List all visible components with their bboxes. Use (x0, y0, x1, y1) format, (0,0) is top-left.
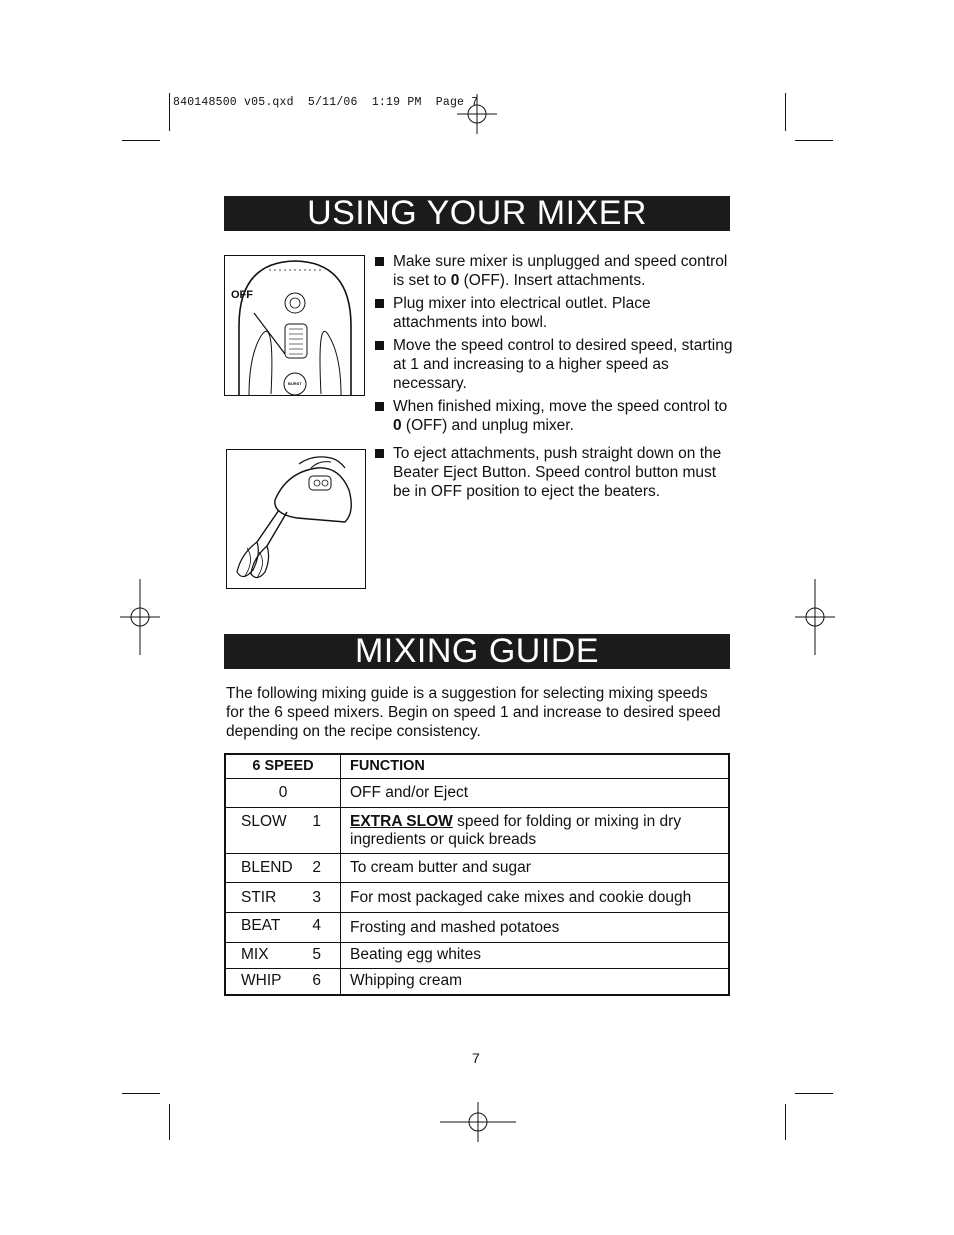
table-row (225, 808, 729, 854)
speed-name: BEAT (241, 917, 281, 934)
speed-number: 4 (312, 917, 321, 934)
mixer-eject-illustration-icon (227, 450, 365, 588)
speed-name: STIR (241, 889, 277, 906)
function-cell: Frosting and mashed potatoes (341, 913, 730, 943)
function-cell: To cream butter and sugar (341, 854, 730, 883)
table-row (225, 943, 729, 969)
speed-number: 3 (312, 889, 321, 906)
speed-number: 5 (312, 946, 321, 963)
list-item: Move the speed control to desired speed, starting at 1 and increasing to a higher speed as necessary. (374, 336, 734, 393)
list-item: Plug mixer into electrical outlet. Place attachments into bowl. (374, 294, 734, 332)
registration-mark-icon (120, 579, 160, 655)
list-item: To eject attachments, push straight down on the Beater Eject Button. Speed control button must be in OFF position to eject the beaters. (374, 444, 734, 501)
list-item: When finished mixing, move the speed control to 0 (OFF) and unplug mixer. (374, 397, 734, 435)
section-title-using-your-mixer: USING YOUR MIXER (224, 196, 730, 231)
print-slug: 840148500 v05.qxd 5/11/06 1:19 PM Page 7 (173, 96, 479, 109)
bullet-square-icon (375, 299, 384, 308)
bullet-square-icon (375, 341, 384, 350)
bullet-square-icon (375, 449, 384, 458)
function-cell: Whipping cream (341, 969, 730, 995)
off-label: OFF (231, 289, 253, 301)
function-cell: EXTRA SLOW speed for folding or mixing in dry ingredients or quick breads (341, 808, 730, 854)
table-row (225, 883, 729, 913)
table-row (225, 779, 729, 808)
registration-mark-icon (440, 1102, 516, 1142)
bullet-square-icon (375, 402, 384, 411)
column-header-function: FUNCTION (341, 754, 730, 779)
crop-mark (785, 93, 786, 131)
table-row (225, 969, 729, 995)
section-title-mixing-guide: MIXING GUIDE (224, 634, 730, 669)
registration-mark-icon (795, 579, 835, 655)
function-cell: For most packaged cake mixes and cookie dough (341, 883, 730, 913)
bullet-square-icon (375, 257, 384, 266)
speed-number: 6 (312, 972, 321, 989)
registration-mark-icon (457, 94, 497, 134)
mixer-control-illustration-icon (225, 256, 364, 395)
function-cell: Beating egg whites (341, 943, 730, 969)
beater-eject-figure (226, 449, 366, 589)
table-row (225, 854, 729, 883)
crop-mark (122, 1093, 160, 1094)
speed-name: BLEND (241, 859, 293, 876)
speed-number: 2 (312, 859, 321, 876)
mixing-guide-intro: The following mixing guide is a suggestion for selecting mixing speeds for the 6 speed mixers. Begin on speed 1 and increase to desired speed depending on the recipe consistency. (226, 685, 721, 740)
speed-name: WHIP (241, 972, 282, 989)
function-cell: OFF and/or Eject (341, 779, 730, 808)
list-item: Make sure mixer is unplugged and speed control is set to 0 (OFF). Insert attachments. (374, 252, 734, 290)
instruction-list (374, 252, 734, 439)
mixer-speed-control-figure (224, 255, 365, 396)
page-number: 7 (472, 1050, 480, 1066)
speed-number: 1 (312, 813, 321, 830)
speed-number: 0 (278, 784, 288, 801)
speed-name: MIX (241, 946, 269, 963)
crop-mark (785, 1104, 786, 1140)
column-header-speed: 6 SPEED (225, 754, 341, 779)
crop-mark (122, 140, 160, 141)
crop-mark (795, 1093, 833, 1094)
crop-mark (169, 1104, 170, 1140)
mixing-guide-table (224, 753, 730, 996)
crop-mark (169, 93, 170, 131)
table-row (225, 913, 729, 943)
burst-label: BURST (288, 381, 302, 386)
speed-name: SLOW (241, 813, 287, 830)
crop-mark (795, 140, 833, 141)
eject-instruction-list (374, 444, 734, 505)
table-header-row (225, 754, 729, 779)
